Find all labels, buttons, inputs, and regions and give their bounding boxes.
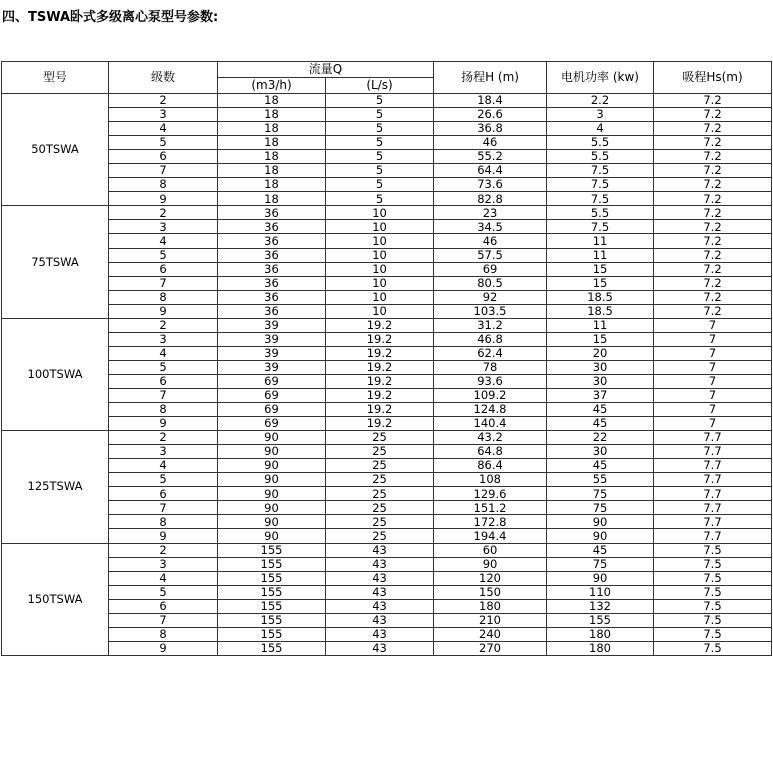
table-row bbox=[2, 417, 772, 431]
flow-ls-cell: 19.2 bbox=[326, 388, 434, 402]
head-cell: 46 bbox=[434, 234, 547, 248]
power-cell: 5.5 bbox=[547, 136, 654, 150]
head-cell: 90 bbox=[434, 557, 547, 571]
suction-cell: 7.2 bbox=[654, 150, 772, 164]
head-cell: 150 bbox=[434, 585, 547, 599]
table-row bbox=[2, 599, 772, 613]
col-header-power: 电机功率 (kw) bbox=[547, 62, 654, 94]
flow-ls-cell: 19.2 bbox=[326, 374, 434, 388]
head-cell: 109.2 bbox=[434, 388, 547, 402]
table-row bbox=[2, 613, 772, 627]
head-cell: 73.6 bbox=[434, 178, 547, 192]
head-cell: 210 bbox=[434, 613, 547, 627]
power-cell: 11 bbox=[547, 234, 654, 248]
flow-ls-cell: 25 bbox=[326, 515, 434, 529]
suction-cell: 7.5 bbox=[654, 641, 772, 655]
flow-ls-cell: 19.2 bbox=[326, 346, 434, 360]
table-row bbox=[2, 206, 772, 220]
flow-m3h-cell: 69 bbox=[218, 374, 326, 388]
power-cell: 2.2 bbox=[547, 94, 654, 108]
power-cell: 180 bbox=[547, 641, 654, 655]
suction-cell: 7 bbox=[654, 332, 772, 346]
table-row bbox=[2, 360, 772, 374]
stages-cell: 2 bbox=[109, 431, 218, 445]
flow-ls-cell: 19.2 bbox=[326, 403, 434, 417]
flow-m3h-cell: 18 bbox=[218, 94, 326, 108]
head-cell: 34.5 bbox=[434, 220, 547, 234]
suction-cell: 7 bbox=[654, 388, 772, 402]
flow-ls-cell: 25 bbox=[326, 501, 434, 515]
suction-cell: 7.2 bbox=[654, 178, 772, 192]
col-header-stages: 级数 bbox=[109, 62, 218, 94]
flow-m3h-cell: 36 bbox=[218, 304, 326, 318]
power-cell: 110 bbox=[547, 585, 654, 599]
model-cell: 125TSWA bbox=[2, 431, 109, 543]
power-cell: 180 bbox=[547, 627, 654, 641]
flow-m3h-cell: 36 bbox=[218, 220, 326, 234]
power-cell: 7.5 bbox=[547, 220, 654, 234]
page-title: 四、TSWA卧式多级离心泵型号参数: bbox=[2, 10, 219, 25]
suction-cell: 7.7 bbox=[654, 445, 772, 459]
head-cell: 18.4 bbox=[434, 94, 547, 108]
flow-ls-cell: 25 bbox=[326, 473, 434, 487]
head-cell: 46.8 bbox=[434, 332, 547, 346]
head-cell: 172.8 bbox=[434, 515, 547, 529]
head-cell: 80.5 bbox=[434, 276, 547, 290]
col-header-flow-ls: (L/s) bbox=[326, 78, 434, 94]
head-cell: 78 bbox=[434, 360, 547, 374]
flow-ls-cell: 10 bbox=[326, 276, 434, 290]
power-cell: 90 bbox=[547, 529, 654, 543]
flow-m3h-cell: 90 bbox=[218, 445, 326, 459]
suction-cell: 7.7 bbox=[654, 501, 772, 515]
head-cell: 151.2 bbox=[434, 501, 547, 515]
power-cell: 18.5 bbox=[547, 304, 654, 318]
stages-cell: 4 bbox=[109, 571, 218, 585]
suction-cell: 7.2 bbox=[654, 248, 772, 262]
stages-cell: 5 bbox=[109, 360, 218, 374]
head-cell: 60 bbox=[434, 543, 547, 557]
table-row bbox=[2, 248, 772, 262]
suction-cell: 7.2 bbox=[654, 262, 772, 276]
suction-cell: 7 bbox=[654, 417, 772, 431]
flow-m3h-cell: 69 bbox=[218, 403, 326, 417]
flow-ls-cell: 10 bbox=[326, 206, 434, 220]
flow-m3h-cell: 90 bbox=[218, 431, 326, 445]
table-row bbox=[2, 332, 772, 346]
flow-ls-cell: 25 bbox=[326, 445, 434, 459]
flow-m3h-cell: 155 bbox=[218, 599, 326, 613]
col-header-flow-group: 流量Q bbox=[218, 62, 434, 78]
flow-m3h-cell: 90 bbox=[218, 487, 326, 501]
flow-m3h-cell: 39 bbox=[218, 346, 326, 360]
col-header-model: 型号 bbox=[2, 62, 109, 94]
flow-ls-cell: 43 bbox=[326, 571, 434, 585]
suction-cell: 7 bbox=[654, 346, 772, 360]
table-row bbox=[2, 459, 772, 473]
power-cell: 15 bbox=[547, 332, 654, 346]
power-cell: 30 bbox=[547, 445, 654, 459]
flow-ls-cell: 10 bbox=[326, 248, 434, 262]
power-cell: 20 bbox=[547, 346, 654, 360]
stages-cell: 6 bbox=[109, 487, 218, 501]
stages-cell: 9 bbox=[109, 641, 218, 655]
table-row bbox=[2, 641, 772, 655]
flow-m3h-cell: 90 bbox=[218, 529, 326, 543]
flow-ls-cell: 43 bbox=[326, 557, 434, 571]
flow-m3h-cell: 155 bbox=[218, 571, 326, 585]
stages-cell: 4 bbox=[109, 122, 218, 136]
table-row bbox=[2, 445, 772, 459]
head-cell: 62.4 bbox=[434, 346, 547, 360]
head-cell: 120 bbox=[434, 571, 547, 585]
power-cell: 22 bbox=[547, 431, 654, 445]
table-row bbox=[2, 557, 772, 571]
flow-ls-cell: 19.2 bbox=[326, 417, 434, 431]
flow-ls-cell: 5 bbox=[326, 108, 434, 122]
suction-cell: 7.5 bbox=[654, 599, 772, 613]
power-cell: 7.5 bbox=[547, 192, 654, 206]
flow-ls-cell: 10 bbox=[326, 234, 434, 248]
stages-cell: 8 bbox=[109, 290, 218, 304]
head-cell: 64.8 bbox=[434, 445, 547, 459]
stages-cell: 2 bbox=[109, 543, 218, 557]
suction-cell: 7.2 bbox=[654, 276, 772, 290]
stages-cell: 3 bbox=[109, 108, 218, 122]
suction-cell: 7.2 bbox=[654, 164, 772, 178]
stages-cell: 8 bbox=[109, 178, 218, 192]
head-cell: 26.6 bbox=[434, 108, 547, 122]
table-row bbox=[2, 318, 772, 332]
flow-m3h-cell: 90 bbox=[218, 473, 326, 487]
table-row bbox=[2, 304, 772, 318]
flow-m3h-cell: 36 bbox=[218, 248, 326, 262]
power-cell: 11 bbox=[547, 318, 654, 332]
power-cell: 45 bbox=[547, 543, 654, 557]
flow-m3h-cell: 39 bbox=[218, 318, 326, 332]
head-cell: 124.8 bbox=[434, 403, 547, 417]
flow-ls-cell: 19.2 bbox=[326, 332, 434, 346]
power-cell: 7.5 bbox=[547, 164, 654, 178]
flow-m3h-cell: 155 bbox=[218, 613, 326, 627]
stages-cell: 5 bbox=[109, 136, 218, 150]
table-row bbox=[2, 374, 772, 388]
flow-m3h-cell: 36 bbox=[218, 206, 326, 220]
head-cell: 140.4 bbox=[434, 417, 547, 431]
power-cell: 37 bbox=[547, 388, 654, 402]
table-row bbox=[2, 501, 772, 515]
suction-cell: 7.2 bbox=[654, 220, 772, 234]
stages-cell: 9 bbox=[109, 417, 218, 431]
model-cell: 100TSWA bbox=[2, 318, 109, 430]
table-body bbox=[2, 94, 772, 656]
table-row bbox=[2, 585, 772, 599]
head-cell: 36.8 bbox=[434, 122, 547, 136]
table-row bbox=[2, 192, 772, 206]
stages-cell: 5 bbox=[109, 473, 218, 487]
power-cell: 15 bbox=[547, 262, 654, 276]
suction-cell: 7.2 bbox=[654, 122, 772, 136]
flow-m3h-cell: 36 bbox=[218, 262, 326, 276]
head-cell: 180 bbox=[434, 599, 547, 613]
power-cell: 90 bbox=[547, 571, 654, 585]
stages-cell: 4 bbox=[109, 346, 218, 360]
table-row bbox=[2, 290, 772, 304]
suction-cell: 7 bbox=[654, 360, 772, 374]
flow-m3h-cell: 90 bbox=[218, 459, 326, 473]
flow-m3h-cell: 39 bbox=[218, 332, 326, 346]
stages-cell: 4 bbox=[109, 234, 218, 248]
stages-cell: 2 bbox=[109, 206, 218, 220]
power-cell: 155 bbox=[547, 613, 654, 627]
stages-cell: 2 bbox=[109, 94, 218, 108]
power-cell: 132 bbox=[547, 599, 654, 613]
stages-cell: 7 bbox=[109, 388, 218, 402]
table-row bbox=[2, 122, 772, 136]
suction-cell: 7.5 bbox=[654, 613, 772, 627]
table-row bbox=[2, 136, 772, 150]
power-cell: 18.5 bbox=[547, 290, 654, 304]
head-cell: 92 bbox=[434, 290, 547, 304]
suction-cell: 7.5 bbox=[654, 543, 772, 557]
stages-cell: 6 bbox=[109, 599, 218, 613]
head-cell: 55.2 bbox=[434, 150, 547, 164]
flow-ls-cell: 19.2 bbox=[326, 318, 434, 332]
flow-m3h-cell: 36 bbox=[218, 276, 326, 290]
suction-cell: 7.7 bbox=[654, 431, 772, 445]
stages-cell: 7 bbox=[109, 276, 218, 290]
stages-cell: 6 bbox=[109, 262, 218, 276]
table-row bbox=[2, 108, 772, 122]
flow-m3h-cell: 155 bbox=[218, 585, 326, 599]
flow-ls-cell: 5 bbox=[326, 164, 434, 178]
power-cell: 4 bbox=[547, 122, 654, 136]
power-cell: 7.5 bbox=[547, 178, 654, 192]
flow-m3h-cell: 39 bbox=[218, 360, 326, 374]
stages-cell: 8 bbox=[109, 515, 218, 529]
table-row bbox=[2, 473, 772, 487]
table-row bbox=[2, 403, 772, 417]
head-cell: 270 bbox=[434, 641, 547, 655]
suction-cell: 7.5 bbox=[654, 627, 772, 641]
pump-specs-table bbox=[1, 61, 772, 656]
flow-ls-cell: 10 bbox=[326, 220, 434, 234]
power-cell: 11 bbox=[547, 248, 654, 262]
power-cell: 55 bbox=[547, 473, 654, 487]
suction-cell: 7.7 bbox=[654, 473, 772, 487]
power-cell: 75 bbox=[547, 557, 654, 571]
suction-cell: 7.2 bbox=[654, 192, 772, 206]
suction-cell: 7.2 bbox=[654, 234, 772, 248]
flow-ls-cell: 25 bbox=[326, 529, 434, 543]
model-cell: 150TSWA bbox=[2, 543, 109, 655]
stages-cell: 3 bbox=[109, 445, 218, 459]
head-cell: 194.4 bbox=[434, 529, 547, 543]
flow-m3h-cell: 69 bbox=[218, 388, 326, 402]
stages-cell: 9 bbox=[109, 192, 218, 206]
flow-ls-cell: 25 bbox=[326, 459, 434, 473]
stages-cell: 2 bbox=[109, 318, 218, 332]
flow-ls-cell: 43 bbox=[326, 543, 434, 557]
stages-cell: 9 bbox=[109, 529, 218, 543]
flow-m3h-cell: 18 bbox=[218, 178, 326, 192]
table-row bbox=[2, 388, 772, 402]
flow-ls-cell: 43 bbox=[326, 641, 434, 655]
suction-cell: 7.5 bbox=[654, 571, 772, 585]
stages-cell: 8 bbox=[109, 627, 218, 641]
head-cell: 93.6 bbox=[434, 374, 547, 388]
flow-ls-cell: 5 bbox=[326, 150, 434, 164]
power-cell: 45 bbox=[547, 417, 654, 431]
flow-ls-cell: 19.2 bbox=[326, 360, 434, 374]
head-cell: 43.2 bbox=[434, 431, 547, 445]
table-row bbox=[2, 529, 772, 543]
flow-m3h-cell: 90 bbox=[218, 515, 326, 529]
flow-m3h-cell: 18 bbox=[218, 150, 326, 164]
flow-ls-cell: 5 bbox=[326, 192, 434, 206]
suction-cell: 7.7 bbox=[654, 515, 772, 529]
head-cell: 69 bbox=[434, 262, 547, 276]
stages-cell: 7 bbox=[109, 613, 218, 627]
stages-cell: 4 bbox=[109, 459, 218, 473]
head-cell: 31.2 bbox=[434, 318, 547, 332]
flow-ls-cell: 5 bbox=[326, 136, 434, 150]
head-cell: 129.6 bbox=[434, 487, 547, 501]
table-row bbox=[2, 220, 772, 234]
flow-ls-cell: 43 bbox=[326, 585, 434, 599]
head-cell: 23 bbox=[434, 206, 547, 220]
model-cell: 50TSWA bbox=[2, 94, 109, 206]
model-cell: 75TSWA bbox=[2, 206, 109, 318]
power-cell: 5.5 bbox=[547, 206, 654, 220]
flow-m3h-cell: 18 bbox=[218, 122, 326, 136]
flow-m3h-cell: 90 bbox=[218, 501, 326, 515]
suction-cell: 7.7 bbox=[654, 487, 772, 501]
power-cell: 30 bbox=[547, 374, 654, 388]
col-header-head: 扬程H (m) bbox=[434, 62, 547, 94]
suction-cell: 7.2 bbox=[654, 290, 772, 304]
head-cell: 108 bbox=[434, 473, 547, 487]
table-row bbox=[2, 164, 772, 178]
flow-ls-cell: 10 bbox=[326, 290, 434, 304]
flow-ls-cell: 10 bbox=[326, 262, 434, 276]
power-cell: 3 bbox=[547, 108, 654, 122]
table-row bbox=[2, 431, 772, 445]
power-cell: 15 bbox=[547, 276, 654, 290]
col-header-flow-m3h: (m3/h) bbox=[218, 78, 326, 94]
table-row bbox=[2, 94, 772, 108]
suction-cell: 7.2 bbox=[654, 108, 772, 122]
table-row bbox=[2, 571, 772, 585]
table-row bbox=[2, 487, 772, 501]
stages-cell: 7 bbox=[109, 501, 218, 515]
head-cell: 240 bbox=[434, 627, 547, 641]
flow-m3h-cell: 36 bbox=[218, 234, 326, 248]
suction-cell: 7.2 bbox=[654, 304, 772, 318]
stages-cell: 8 bbox=[109, 403, 218, 417]
flow-m3h-cell: 69 bbox=[218, 417, 326, 431]
flow-ls-cell: 5 bbox=[326, 178, 434, 192]
flow-ls-cell: 5 bbox=[326, 122, 434, 136]
power-cell: 45 bbox=[547, 459, 654, 473]
power-cell: 5.5 bbox=[547, 150, 654, 164]
suction-cell: 7.2 bbox=[654, 206, 772, 220]
table-row bbox=[2, 515, 772, 529]
head-cell: 57.5 bbox=[434, 248, 547, 262]
flow-ls-cell: 5 bbox=[326, 94, 434, 108]
stages-cell: 6 bbox=[109, 150, 218, 164]
suction-cell: 7 bbox=[654, 403, 772, 417]
power-cell: 30 bbox=[547, 360, 654, 374]
table-row bbox=[2, 543, 772, 557]
flow-m3h-cell: 155 bbox=[218, 543, 326, 557]
table-row bbox=[2, 178, 772, 192]
stages-cell: 3 bbox=[109, 332, 218, 346]
power-cell: 75 bbox=[547, 501, 654, 515]
suction-cell: 7 bbox=[654, 374, 772, 388]
flow-m3h-cell: 18 bbox=[218, 192, 326, 206]
suction-cell: 7 bbox=[654, 318, 772, 332]
head-cell: 86.4 bbox=[434, 459, 547, 473]
stages-cell: 3 bbox=[109, 557, 218, 571]
head-cell: 64.4 bbox=[434, 164, 547, 178]
suction-cell: 7.2 bbox=[654, 94, 772, 108]
suction-cell: 7.5 bbox=[654, 585, 772, 599]
table-row bbox=[2, 276, 772, 290]
header-row-1 bbox=[2, 62, 772, 78]
table-row bbox=[2, 627, 772, 641]
flow-m3h-cell: 155 bbox=[218, 557, 326, 571]
flow-ls-cell: 25 bbox=[326, 431, 434, 445]
head-cell: 103.5 bbox=[434, 304, 547, 318]
table-row bbox=[2, 234, 772, 248]
suction-cell: 7.7 bbox=[654, 529, 772, 543]
power-cell: 90 bbox=[547, 515, 654, 529]
flow-m3h-cell: 155 bbox=[218, 641, 326, 655]
table-row bbox=[2, 150, 772, 164]
stages-cell: 5 bbox=[109, 248, 218, 262]
flow-m3h-cell: 36 bbox=[218, 290, 326, 304]
flow-ls-cell: 43 bbox=[326, 599, 434, 613]
flow-ls-cell: 43 bbox=[326, 613, 434, 627]
flow-m3h-cell: 155 bbox=[218, 627, 326, 641]
flow-ls-cell: 43 bbox=[326, 627, 434, 641]
head-cell: 46 bbox=[434, 136, 547, 150]
flow-m3h-cell: 18 bbox=[218, 164, 326, 178]
flow-ls-cell: 25 bbox=[326, 487, 434, 501]
flow-m3h-cell: 18 bbox=[218, 108, 326, 122]
head-cell: 82.8 bbox=[434, 192, 547, 206]
flow-m3h-cell: 18 bbox=[218, 136, 326, 150]
stages-cell: 6 bbox=[109, 374, 218, 388]
stages-cell: 7 bbox=[109, 164, 218, 178]
table-row bbox=[2, 262, 772, 276]
stages-cell: 3 bbox=[109, 220, 218, 234]
col-header-suction: 吸程Hs(m) bbox=[654, 62, 772, 94]
power-cell: 45 bbox=[547, 403, 654, 417]
power-cell: 75 bbox=[547, 487, 654, 501]
table-row bbox=[2, 346, 772, 360]
stages-cell: 9 bbox=[109, 304, 218, 318]
suction-cell: 7.7 bbox=[654, 459, 772, 473]
flow-ls-cell: 10 bbox=[326, 304, 434, 318]
table-header bbox=[2, 62, 772, 94]
suction-cell: 7.5 bbox=[654, 557, 772, 571]
suction-cell: 7.2 bbox=[654, 136, 772, 150]
stages-cell: 5 bbox=[109, 585, 218, 599]
